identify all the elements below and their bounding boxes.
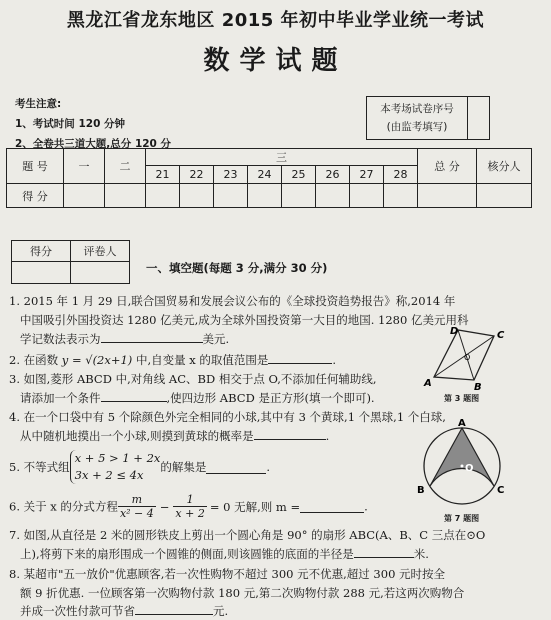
q8-answer-blank[interactable] [135, 602, 213, 615]
score-sub-21: 21 [146, 166, 180, 184]
q1-answer-blank[interactable] [101, 330, 203, 343]
grader-name-cell [71, 262, 130, 284]
q8-line-3-text: 并成一次性付款可节省 [20, 604, 135, 618]
q3-line-2-text: 请添加一个条件 [20, 391, 101, 405]
q6-line [9, 493, 368, 520]
q5-answer-blank[interactable] [206, 461, 266, 474]
q6-text-b: = 0 无解,则 m = [209, 499, 301, 514]
q7-answer-blank[interactable] [354, 545, 414, 558]
q5-text-a: 5. 不等式组 [9, 460, 70, 474]
q2-answer-blank[interactable] [268, 351, 332, 364]
score-cell-21 [146, 184, 180, 208]
seat-number-line1: 本考场试卷序号 [380, 103, 454, 115]
q6-fraction-2-num: 1 [173, 493, 206, 507]
q2-function: y = √(2x+1) [61, 353, 133, 367]
score-sub-24: 24 [248, 166, 282, 184]
q5-line [9, 450, 270, 484]
score-sub-23: 23 [214, 166, 248, 184]
q7-line-1: 7. 如图,从直径是 2 米的圆形铁皮上剪出一个圆心角是 90° 的扇形 ABC(A、B、C 三点在⊙O [9, 528, 486, 542]
q2-text-a: 2. 在函数 [9, 353, 62, 367]
score-cell-26 [316, 184, 350, 208]
fig7-label-o: O [465, 463, 474, 474]
grader-score-header: 得分 [12, 241, 71, 262]
q6-answer-blank[interactable] [300, 500, 364, 513]
q5-text-b: 的解集是 [160, 460, 207, 474]
q6-fraction-1-num: m [118, 493, 156, 507]
q2-end: . [332, 353, 337, 367]
fig7-label-b: B [417, 485, 425, 496]
q7-line-2 [20, 545, 429, 563]
score-sub-28: 28 [384, 166, 418, 184]
score-cell-1 [64, 184, 105, 208]
q6-end: . [364, 499, 368, 514]
q4-line-1: 4. 在一个口袋中有 5 个除颜色外完全相同的小球,其中有 3 个黄球,1 个黑球,1 个白球, [9, 410, 446, 424]
exam-title: 黑龙江省龙东地区 2015 年初中毕业学业统一考试 [66, 10, 485, 31]
score-cell-27 [350, 184, 384, 208]
section-1-heading: 一、填空题(每题 3 分,满分 30 分) [146, 261, 328, 275]
q4-end: . [325, 429, 330, 443]
q3-line-2 [20, 389, 375, 407]
figure-3-rhombus [420, 324, 506, 392]
q7-line-2-unit: 米. [413, 547, 429, 561]
q6-fraction-1 [118, 493, 156, 520]
score-sub-26: 26 [316, 166, 350, 184]
fig3-label-c: C [497, 330, 505, 341]
fig3-label-b: B [474, 382, 482, 392]
q1-line-3 [20, 330, 229, 348]
score-total-header: 总 分 [418, 149, 477, 184]
seat-number-line2: (由监考填写) [386, 121, 448, 133]
q3-line-2-rest: ,使四边形 ABCD 是正方形(填一个即可). [166, 391, 375, 405]
q6-fraction-2-den: x + 2 [175, 507, 205, 520]
score-sub-27: 27 [350, 166, 384, 184]
score-sub-25: 25 [282, 166, 316, 184]
q4-answer-blank[interactable] [254, 427, 326, 440]
score-table [6, 148, 532, 208]
q1-line-2: 中国吸引外国投资达 1280 亿美元,成为全球外国投资第一大目的地国. 1280 亿美元用科 [20, 313, 469, 327]
q4-line-2-text: 从中随机地摸出一个小球,则摸到黄球的概率是 [20, 429, 254, 443]
q5-inequality-system [70, 450, 161, 484]
q5-inequality-1: x + 5 > 1 + 2x [74, 451, 161, 465]
q7-line-2-text: 上),将剪下来的扇形围成一个圆锥的侧面,则该圆锥的底面的半径是 [20, 547, 354, 561]
score-cell-total [418, 184, 477, 208]
q3-line-1: 3. 如图,菱形 ABCD 中,对角线 AC、BD 相交于点 O,不添加任何辅助线, [9, 372, 377, 386]
score-col-3-group: 三 [146, 149, 418, 166]
score-cell-checker [477, 184, 532, 208]
fig3-label-d: D [450, 326, 459, 337]
grader-name-header: 评卷人 [71, 241, 130, 262]
fig3-label-o: O [464, 353, 471, 362]
q4-line-2 [20, 427, 329, 445]
score-col-2: 二 [105, 149, 146, 184]
score-col-1: 一 [64, 149, 105, 184]
center-dot [461, 465, 464, 468]
notes-heading: 考生注意: [15, 98, 62, 110]
figure-3-caption: 第 3 题图 [444, 394, 480, 403]
q1-line-3-text: 学记数法表示为 [20, 332, 101, 346]
score-row-label-question: 题 号 [7, 149, 64, 184]
q6-fraction-1-den: x² − 4 [119, 507, 154, 520]
sector-abc [430, 428, 494, 486]
score-cell-22 [180, 184, 214, 208]
q6-fraction-2 [173, 493, 206, 520]
grader-table [11, 240, 130, 284]
seat-number-box [366, 96, 490, 140]
subject-title: 数学试题 [203, 46, 348, 76]
q1-line-3-unit: 美元. [202, 332, 230, 346]
q2-line [9, 351, 336, 369]
q8-line-3-unit: 元. [213, 604, 229, 618]
q6-minus: − [159, 499, 170, 514]
score-cell-2 [105, 184, 146, 208]
figure-7-caption: 第 7 题图 [444, 514, 480, 523]
score-row-label-score: 得 分 [7, 184, 64, 208]
score-cell-24 [248, 184, 282, 208]
score-cell-28 [384, 184, 418, 208]
q3-answer-blank[interactable] [101, 389, 167, 402]
grader-score-cell [12, 262, 71, 284]
q8-line-3 [20, 602, 228, 620]
score-cell-25 [282, 184, 316, 208]
score-sub-22: 22 [180, 166, 214, 184]
q5-end: . [266, 460, 271, 474]
note-item-2: 2、全卷共三道大题,总分 120 分 [15, 138, 172, 150]
q6-text-a: 6. 关于 x 的分式方程 [9, 499, 118, 514]
seat-number-label [367, 97, 468, 139]
fig7-label-c: C [497, 485, 505, 496]
q8-line-1: 8. 某超市"五一放价"优惠顾客,若一次性购物不超过 300 元不优惠,超过 300 元时按全 [9, 567, 446, 581]
figure-7-circle-sector [412, 418, 512, 512]
seat-number-field [468, 97, 489, 139]
score-checker-header: 核分人 [477, 149, 532, 184]
note-item-1: 1、考试时间 120 分钟 [15, 118, 126, 130]
q1-line-1: 1. 2015 年 1 月 29 日,联合国贸易和发展会议公布的《全球投资趋势报告》称,2014 年 [9, 294, 456, 308]
q8-line-2: 额 9 折优惠. 一位顾客第一次购物付款 180 元,第二次购物付款 288 元,若这两次购物合 [20, 586, 465, 600]
q5-inequality-2: 3x + 2 ≤ 4x [74, 468, 144, 482]
score-cell-23 [214, 184, 248, 208]
q2-text-b: 中,自变量 x 的取值范围是 [132, 353, 269, 367]
fig3-label-a: A [424, 378, 432, 389]
fig7-label-a: A [458, 418, 466, 429]
